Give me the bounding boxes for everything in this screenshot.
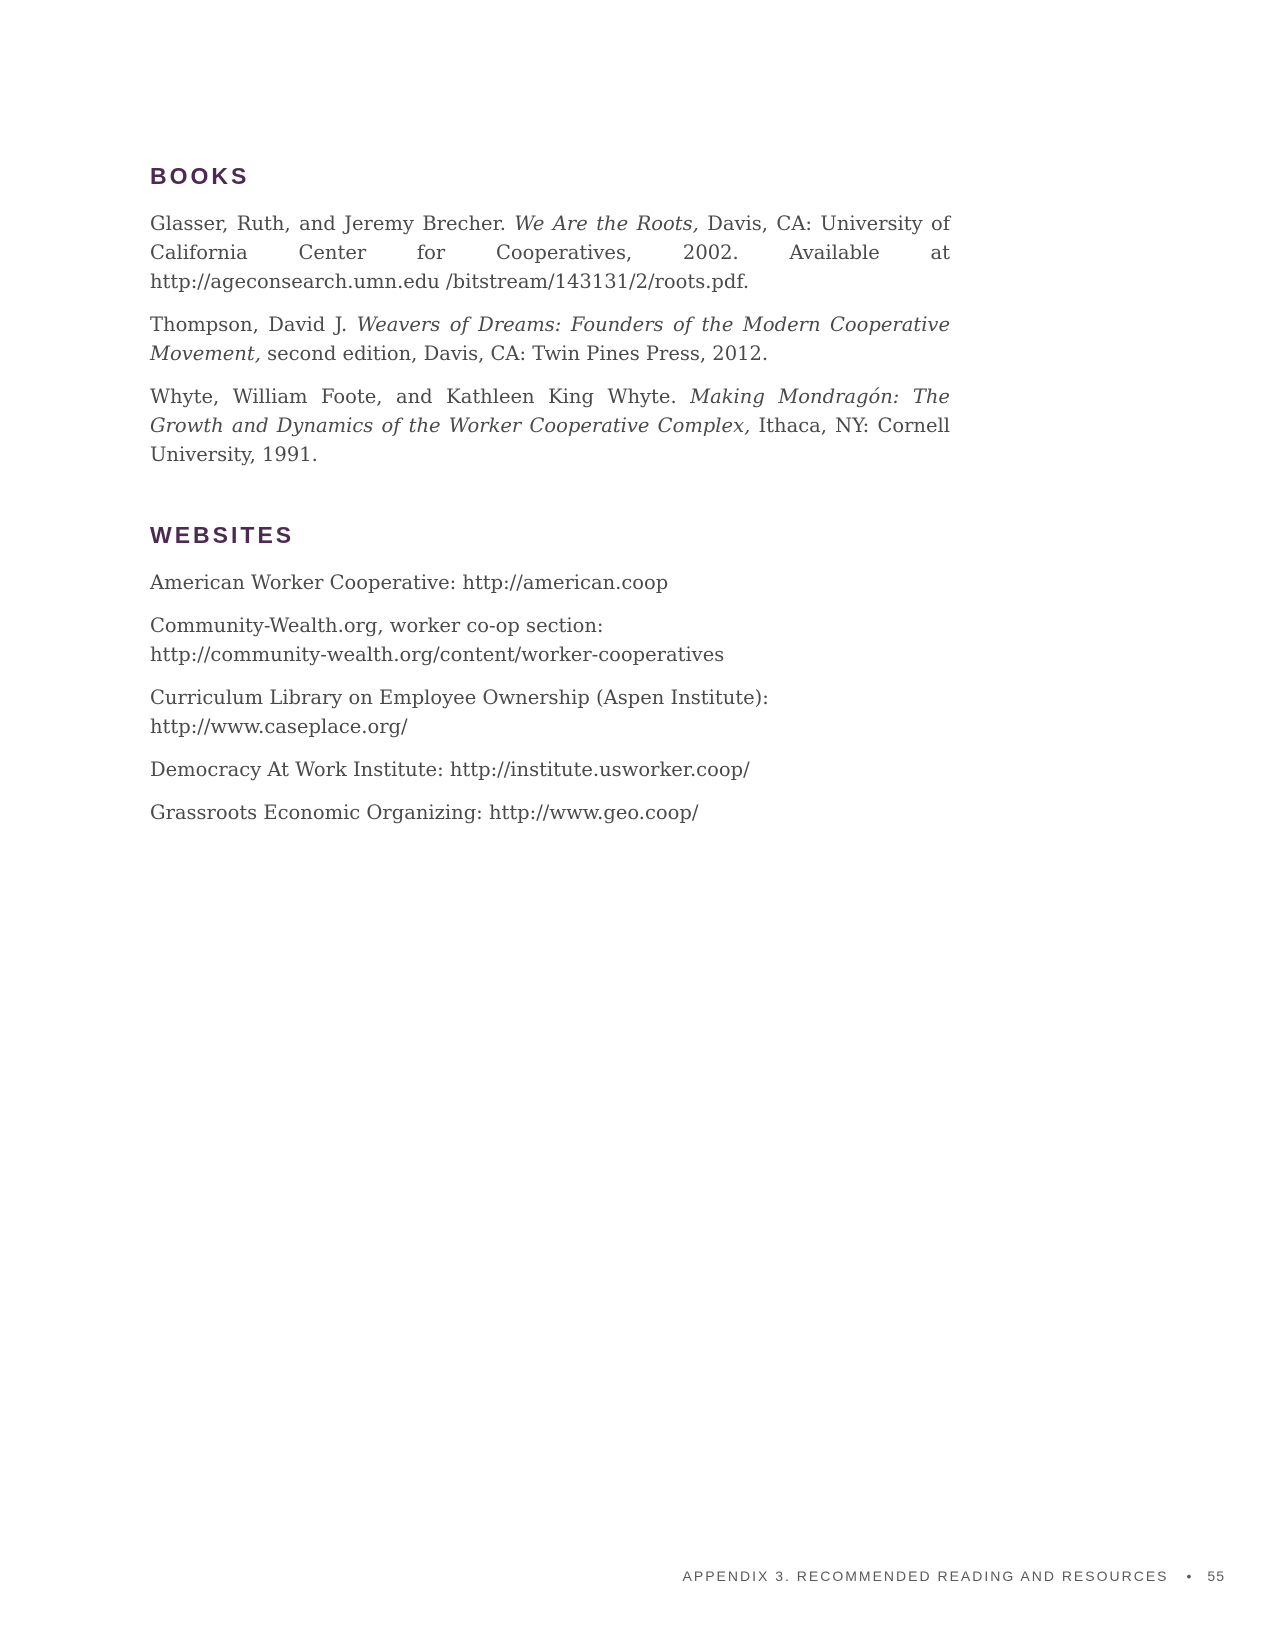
book-title: Making Mondragón: The Growth and Dynamics of the Worker Cooperative Complex,	[150, 385, 950, 437]
website-entry	[150, 611, 950, 669]
page-content	[150, 160, 950, 841]
books-list	[150, 209, 950, 469]
footer-bullet: •	[1186, 1568, 1194, 1584]
book-author: Whyte, William Foote, and Kathleen King Whyte.	[150, 385, 691, 408]
book-entry	[150, 310, 950, 368]
book-details: Davis, CA: University of California Center for Cooperatives, 2002. Available at http://ageconsearch.umn.edu /bitstream/143131/2/roots.pdf.	[150, 212, 951, 293]
books-section	[150, 160, 950, 469]
book-title: Weavers of Dreams: Founders of the Modern Cooperative Movement,	[150, 313, 950, 365]
book-title: We Are the Roots,	[514, 212, 699, 235]
book-entry	[150, 382, 950, 469]
websites-list	[150, 568, 950, 827]
websites-section	[150, 519, 950, 827]
website-text: American Worker Cooperative: http://american.coop	[150, 571, 669, 594]
book-author: Thompson, David J.	[150, 313, 357, 336]
website-text: Community-Wealth.org, worker co-op section:	[150, 614, 604, 637]
books-heading: BOOKS	[150, 163, 250, 189]
website-url: http://www.caseplace.org/	[150, 715, 408, 738]
website-entry	[150, 683, 950, 741]
book-details: second edition, Davis, CA: Twin Pines Press, 2012.	[260, 342, 769, 365]
websites-heading: WEBSITES	[150, 522, 295, 548]
website-entry	[150, 755, 950, 784]
book-author: Glasser, Ruth, and Jeremy Brecher.	[150, 212, 515, 235]
page-number: 55	[1207, 1568, 1225, 1584]
footer-section-title: APPENDIX 3. RECOMMENDED READING AND RESOURCES	[682, 1568, 1169, 1584]
website-text: Curriculum Library on Employee Ownership (Aspen Institute):	[150, 686, 769, 709]
website-entry	[150, 798, 950, 827]
website-entry	[150, 568, 950, 597]
book-details: Ithaca, NY: Cornell University, 1991.	[150, 414, 950, 466]
website-text: Grassroots Economic Organizing: http://www.geo.coop/	[150, 801, 699, 824]
website-url: http://community-wealth.org/content/worker-cooperatives	[150, 643, 725, 666]
page-footer	[683, 1568, 1225, 1584]
book-entry	[150, 209, 950, 296]
website-text: Democracy At Work Institute: http://institute.usworker.coop/	[150, 758, 750, 781]
